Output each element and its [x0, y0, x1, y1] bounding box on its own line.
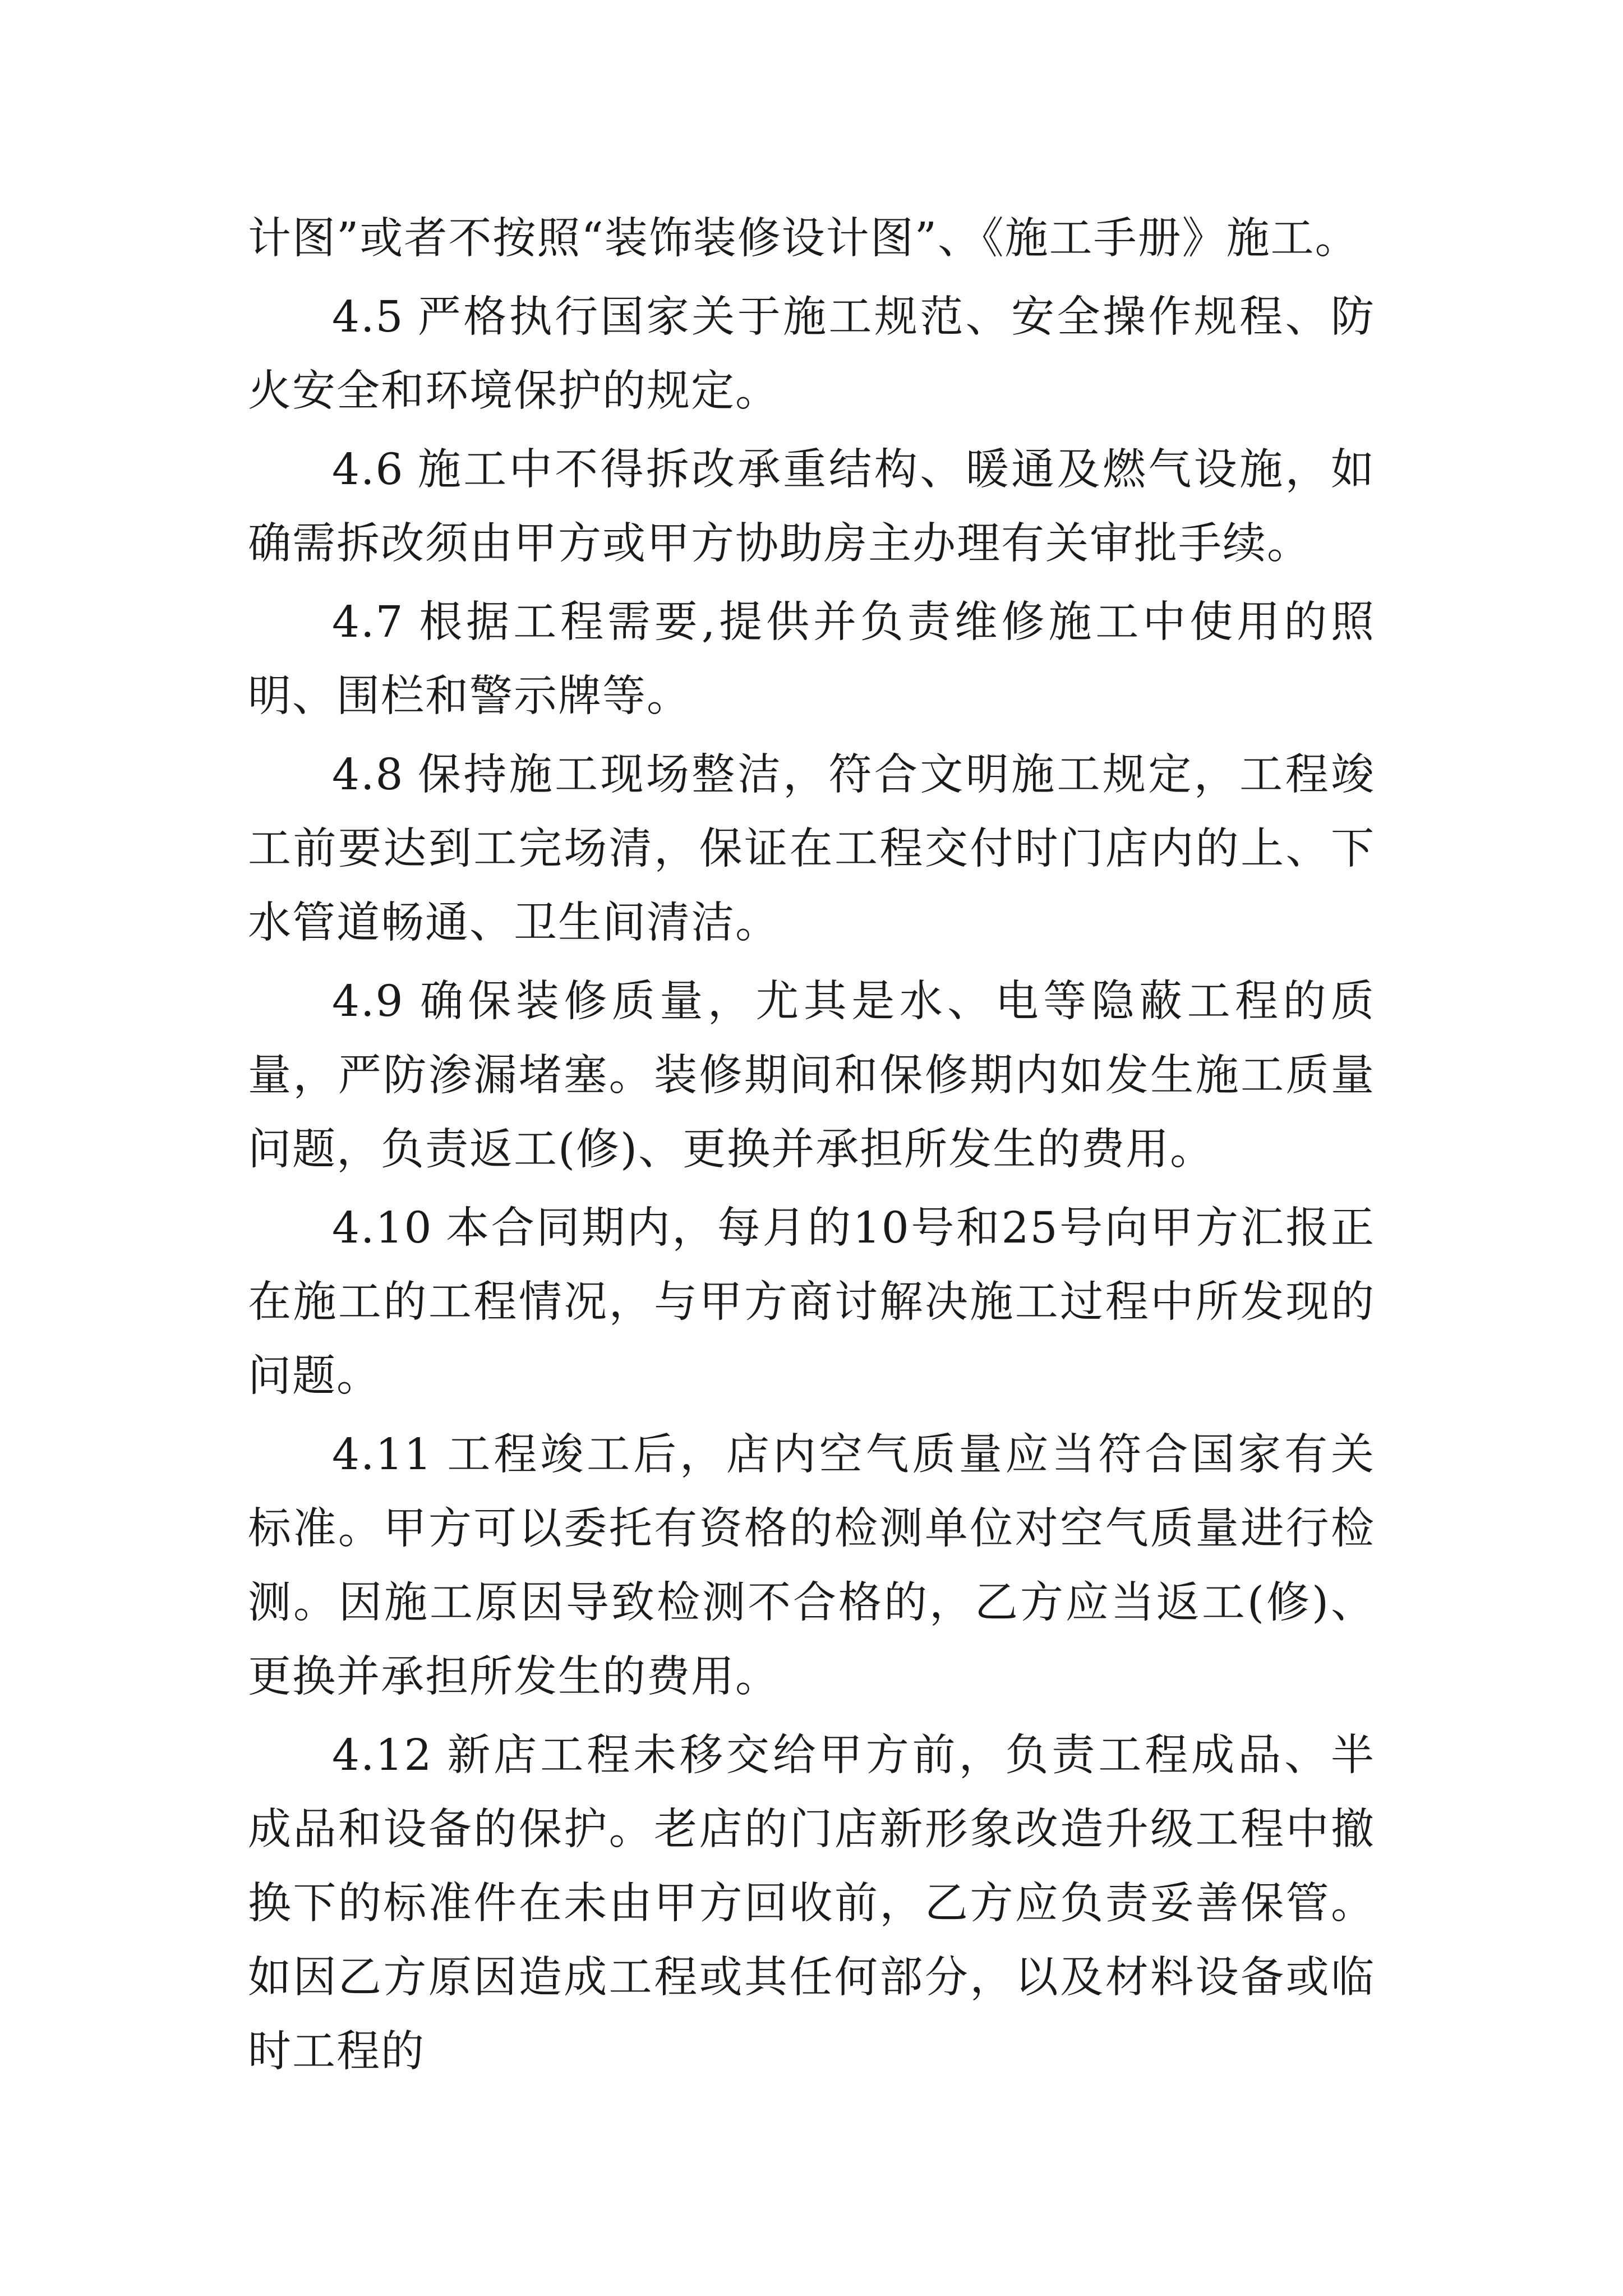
- clause-4-12: [248, 1719, 1375, 2089]
- clause-text: 保持施工现场整洁，符合文明施工规定，工程竣工前要达到工完场清，保证在工程交付时门店内的上、下水管道畅通、卫生间清洁。: [248, 750, 1375, 948]
- clause-text: 本合同期内，每月的10号和25号向甲方汇报正在施工的工程情况，与甲方商讨解决施工过程中所发现的问题。: [248, 1203, 1375, 1401]
- clause-4-9: [248, 965, 1375, 1187]
- clause-number: 4.7: [332, 597, 404, 647]
- clause-4-11: [248, 1418, 1375, 1714]
- clause-number: 4.12: [332, 1731, 433, 1780]
- clause-4-5: [248, 280, 1375, 429]
- clause-number: 4.8: [332, 750, 404, 800]
- clause-number: 4.11: [332, 1430, 433, 1480]
- clause-text: 严格执行国家关于施工规范、安全操作规程、防火安全和环境保护的规定。: [248, 292, 1375, 416]
- clause-text: 工程竣工后，店内空气质量应当符合国家有关标准。甲方可以委托有资格的检测单位对空气质量进行检测。因施工原因导致检测不合格的，乙方应当返工(修)、更换并承担所发生的费用。: [248, 1430, 1375, 1702]
- paragraph-continuation: [248, 202, 1375, 276]
- document-body: [248, 202, 1375, 2093]
- clause-text: 新店工程未移交给甲方前，负责工程成品、半成品和设备的保护。老店的门店新形象改造升级工程中撤换下的标准件在未由甲方回收前，乙方应负责妥善保管。如因乙方原因造成工程或其任何部分，以及材料设备或临时工程的: [248, 1731, 1375, 2077]
- clause-4-8: [248, 738, 1375, 960]
- clause-number: 4.10: [332, 1203, 433, 1253]
- clause-text: 根据工程需要,提供并负责维修施工中使用的照明、围栏和警示牌等。: [248, 597, 1375, 721]
- paragraph-text: 计图”或者不按照“装饰装修设计图”、《施工手册》施工。: [248, 214, 1359, 264]
- clause-4-7: [248, 586, 1375, 734]
- clause-number: 4.6: [332, 445, 404, 495]
- clause-4-10: [248, 1191, 1375, 1414]
- clause-4-6: [248, 433, 1375, 581]
- clause-number: 4.9: [332, 977, 404, 1027]
- clause-number: 4.5: [332, 292, 404, 342]
- clause-text: 确保装修质量，尤其是水、电等隐蔽工程的质量，严防渗漏堵塞。装修期间和保修期内如发生施工质量问题，负责返工(修)、更换并承担所发生的费用。: [248, 977, 1375, 1175]
- clause-text: 施工中不得拆改承重结构、暖通及燃气设施，如确需拆改须由甲方或甲方协助房主办理有关审批手续。: [248, 445, 1375, 569]
